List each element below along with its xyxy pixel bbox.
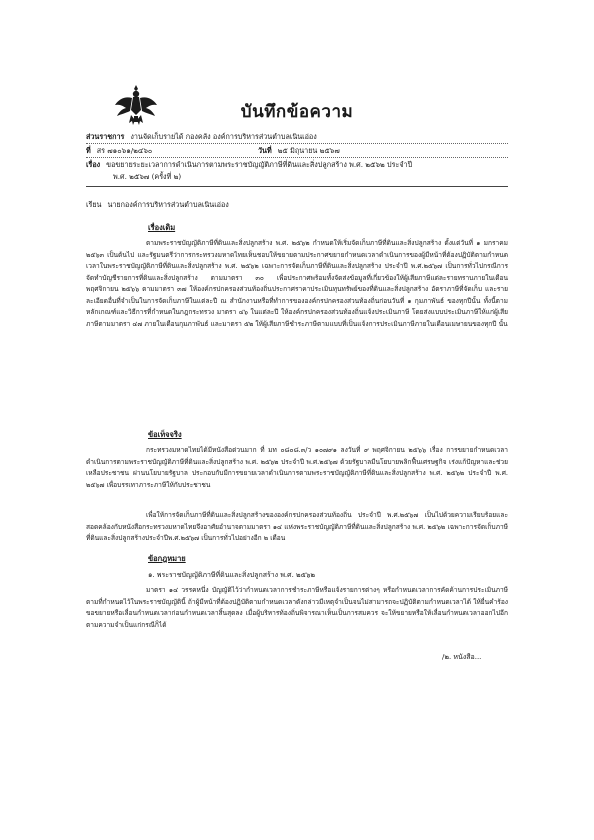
ref-row [86,146,152,157]
ref-label: ที่ [86,146,91,155]
paragraph-facts-2: เพื่อให้การจัดเก็บภาษีที่ดินและสิ่งปลูกสร้างขององค์กรปกครองส่วนท้องถิ่น ประจำปี พ.ศ.๒๕๖๗ เป็นไปด้วยความเรียบร้อยและสอดคล้องกับหนังสือกระทรวงมหาดไทยจึงอาศัยอำนาจตามมาตรา ๑๔ แห่งพระราชบัญญัติภาษีที่ดินและสิ่งปลูกสร้าง พ.ศ. ๒๕๖๒ เฉพาะการจัดเก็บภาษีที่ดินและสิ่งปลูกสร้างประจำปีพ.ศ.๒๕๖๗ เป็นการทั่วไปอย่างอีก ๒ เดือน [86,511,508,542]
divider [86,157,508,158]
date-row [258,146,340,157]
paragraph-law: มาตรา ๑๔ วรรคหนึ่ง บัญญัติไว้ว่ากำหนดเวลาการชำระภาษีหรือแจ้งรายการต่างๆ หรือกำหนดเวลาการคัดค้านการประเมินภาษีตามที่กำหนดไว้ในพระราชบัญญัตินี้ ถ้าผู้มีหน้าที่ต้องปฏิบัติตามกำหนดเวลาดังกล่าวมีเหตุจำเป็นจนไม่สามารถจะปฏิบัติตามกำหนดเวลาได้ ให้ยื่นคำร้องขอขยายหรือเลื่อนกำหนดเวลาก่อนกำหนดเวลาสิ้นสุดลง เมื่อผู้บริหารท้องถิ่นพิจารณาเห็นเป็นการสมควร จะให้ขยายหรือให้เลื่อนกำหนดเวลาออกไปอีกตามความจำเป็นแก่กรณีก็ได้ [86,586,508,629]
subject-line-1: ขอขยายระยะเวลาการดำเนินการตามพระราชบัญญัติภาษีที่ดินและสิ่งปลูกสร้าง พ.ศ. ๒๕๖๒ ประจำปี [106,160,413,169]
salutation-label: เรียน [86,200,102,209]
date-value: ๒๕ มิถุนายน ๒๕๖๗ [277,146,340,155]
subject-label: เรื่อง [86,160,101,169]
date-label: วันที่ [258,146,272,155]
section-row [86,132,317,143]
heading-background: เรื่องเดิม [148,223,176,232]
continuation-marker: /๒. หนังสือ... [442,653,482,661]
section-value: งานจัดเก็บรายได้ กองคลัง องค์การบริหารส่วนตำบลเนินเอ่อง [130,132,317,141]
memo-title: บันทึกข้อความ [240,102,354,122]
divider [86,143,508,144]
header-rule [86,186,508,187]
heading-facts: ข้อเท็จจริง [148,430,182,439]
paragraph-background: ตามพระราชบัญญัติภาษีที่ดินและสิ่งปลูกสร้าง พ.ศ. ๒๕๖๒ กำหนดให้เริ่มจัดเก็บภาษีที่ดินและสิ่งปลูกสร้าง ตั้งแต่วันที่ ๑ มกราคม ๒๕๖๓ เป็นต้นไป และรัฐมนตรีว่าการกระทรวงมหาดไทยเห็นชอบให้ขยายตามประกาศขยายกำหนดเวลาดำเนินการของผู้มีหน้าที่ต้องปฏิบัติตามกำหนดเวลาในพระราชบัญญัติภาษีที่ดินและสิ่งปลูกสร้าง พ.ศ. ๒๕๖๒ เฉพาะการจัดเก็บภาษีที่ดินและสิ่งปลูกสร้าง ประจำปี พ.ศ.๒๕๖๗ เป็นการทั่วไปกรณีการจัดทำบัญชีรายการที่ดินและสิ่งปลูกสร้าง ตามมาตรา ๓๐ เพื่อประกาศพร้อมทั้งจัดส่งข้อมูลที่เกี่ยวข้องให้ผู้เสียภาษีแต่ละรายทราบภายในเดือน พฤศจิกายน ๒๕๖๖ ตามมาตรา ๓๗ ให้องค์กรปกครองส่วนท้องถิ่นประกาศราคาประเมินทุนทรัพย์ของที่ดินและสิ่งปลูกสร้าง อัตราภาษีที่จัดเก็บ และรายละเอียดอื่นที่จำเป็นในการจัดเก็บภาษีในแต่ละปี ณ สำนักงานหรือที่ทำการขององค์กรปกครองส่วนท้องถิ่นก่อนวันที่ ๑ กุมภาพันธ์ ของทุกปีนั้น ทั้งนี้ตามหลักเกณฑ์และวิธีการที่กำหนดในกฎกระทรวง มาตรา ๔๖ ในแต่ละปี ให้องค์กรปกครองส่วนท้องถิ่นแจ้งประเมินภาษี โดยส่งแบบประเมินภาษีให้แก่ผู้เสียภาษีตามมาตรา ๔๗ ภายในเดือนกุมภาพันธ์ และมาตรา ๕๒ ให้ผู้เสียภาษีชำระภาษีตามแบบที่เป็นแจ้งการประเมินภาษีภายในเดือนเมษายนของทุกปี นั้น [86,239,508,328]
section-label: ส่วนราชการ [86,132,125,141]
law-item-1: ๑. พระราชบัญญัติภาษีที่ดินและสิ่งปลูกสร้าง พ.ศ. ๒๕๖๒ [148,571,316,579]
paragraph-facts-1: กระทรวงมหาดไทยได้มีหนังสือด่วนมาก ที่ มท ๐๘๐๘.๓/ว ๑๐๗๙๑ ลงวันที่ ๙ พฤศจิกายน ๒๕๖๖ เรื่อง การขยายกำหนดเวลาดำเนินการตามพระราชบัญญัติภาษีที่ดินและสิ่งปลูกสร้าง พ.ศ. ๒๕๖๒ ประจำปี พ.ศ.๒๕๖๗ ด้วยรัฐบาลมีนโยบายพลิกฟื้นเศรษฐกิจ เร่งแก้ปัญหาและช่วยเหลือประชาชน ผ่านนโยบายรัฐบาล ประกอบกับมีการขยายเวลาดำเนินการตามพระราชบัญญัติภาษีที่ดินและสิ่งปลูกสร้าง พ.ศ. ๒๕๖๒ ประจำปี พ.ศ. ๒๕๖๗ เพื่อบรรเทาภาระภาษีให้กับประชาชน [86,446,508,489]
subject-line-2: พ.ศ. ๒๕๖๗ (ครั้งที่ ๒) [113,172,182,181]
salutation-value: นายกองค์การบริหารส่วนตำบลเนินเอ่อง [107,200,229,209]
subject-row [86,160,412,171]
ref-value: สร ๗๑๐๖๑/๒๔๖๐ [96,146,153,155]
salutation-row [86,200,229,211]
heading-law: ข้อกฎหมาย [148,554,186,563]
